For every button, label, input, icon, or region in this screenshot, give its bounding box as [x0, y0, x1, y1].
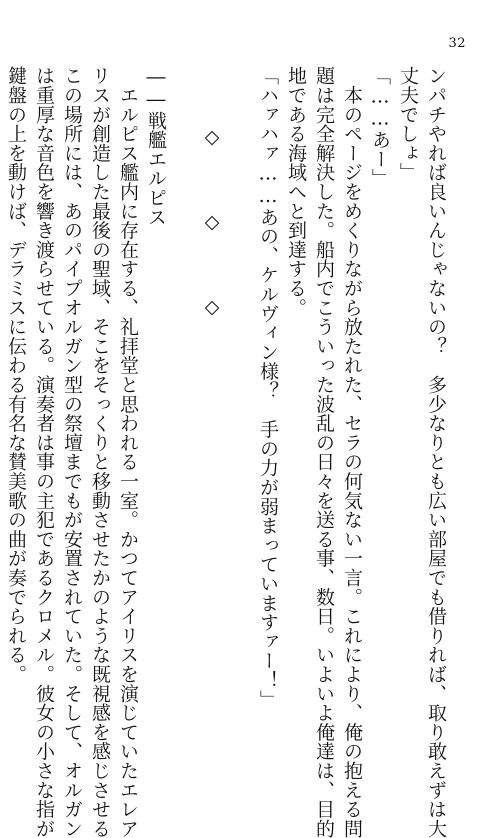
- text-line: 題は完全解決した。船内でこういった波乱の日々を送る事、数日。いよいよ俺達は、目的: [313, 66, 335, 838]
- text-line: 丈夫でしょ」: [397, 66, 419, 182]
- blank-line: [170, 66, 198, 666]
- text-line: この場所には、あのパイプオルガン型の祭壇までもが安置されていた。そして、オルガン: [61, 66, 83, 838]
- page-number: 32: [448, 36, 466, 51]
- text-line: 本のページをめくりながら放たれた、セラの何気ない一言。これにより、俺の抱える問: [341, 66, 363, 838]
- vertical-text-body: [0, 66, 450, 838]
- text-line: リスが創造した最後の聖域、そこをそっくりと移動させたかのような既視感を感じさせる: [89, 66, 111, 838]
- text-line: 「……あー」: [369, 66, 391, 188]
- text-line: 地である海域へと到達する。: [285, 66, 307, 317]
- text-line: は重厚な音色を響き渡らせている。演奏者は事の主犯であるクロメル。彼女の小さな指が: [33, 66, 55, 838]
- text-line: 「ハァハァ……あの、ケルヴィン様？ 手の力が弱まっていますァー！」: [257, 66, 279, 709]
- text-line: ンパチやれば良いんじゃないの？ 多少なりとも広い部屋でも借りれば、取り敢えずは大: [425, 66, 447, 838]
- scene-heading: ――戦艦エルピス: [145, 66, 167, 227]
- text-line: [0, 66, 2, 666]
- blank-line: [226, 66, 254, 666]
- scene-break-marks: ◇ ◇ ◇: [201, 126, 223, 340]
- text-line: 鍵盤の上を動けば、デラミスに伝わる有名な賛美歌の曲が奏でられる。: [5, 66, 27, 684]
- text-line: エルピス艦内に存在する、礼拝堂と思われる一室。かつてアイリスを演じていたエレア: [117, 66, 139, 838]
